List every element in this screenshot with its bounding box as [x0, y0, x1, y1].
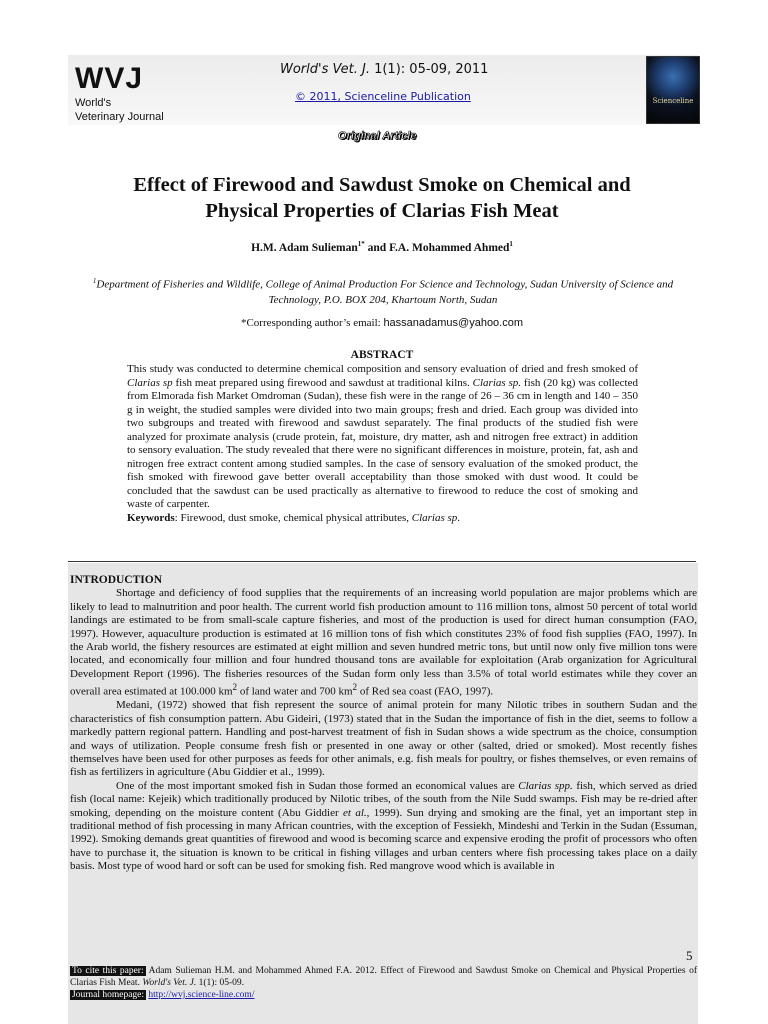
logo-line2: Veterinary Journal [75, 111, 164, 123]
abstract-species-2: Clarias sp. [472, 376, 522, 389]
intro-p1-b: of land water and 700 km [237, 685, 353, 698]
intro-paragraph-2: Medani, (1972) showed that fish represent the source of animal protein for many Nilotic tribes in southern Sudan and the characteristics of fish consumption pattern. Abu Gideiri, (1973) stated that in the Sudan the importance of fish in the diet, seems to follow a markedly pattern regional pattern. Handling and post-harvest treatment of fish in Sudan shows a wide spectrum as the choice, consumption and ways of utilization. People consume fresh fish or presented in one away or other (salted, dried or smoked). Most recently fishes themselves have been used for other purposes as feeds for other animals, e.g. fish meals for poultry, or fishes themselves, or even remains of fish as fertilizers in agriculture (Abu Giddier et al., 1999). [70, 699, 697, 779]
title-line-2: Physical Properties of Clarias Fish Meat [205, 200, 559, 222]
cite-tail: 1(1): 05-09. [196, 978, 245, 988]
journal-logo [75, 62, 164, 124]
author-conjunction: and [364, 241, 390, 254]
author-2: F.A. Mohammed Ahmed [389, 241, 510, 254]
abstract-text-3: fish (20 kg) was collected from Elmorada fish Market Omdroman (Sudan), these fish were in the range of 26 – 36 cm in length and 140 – 350 g in weight, the studied samples were divided into two main groups; fresh and dried. Each group was divided into two subgroups and treated with firewood and sawdust separately. The final products of the studied fish were analyzed for proximate analysis (crude protein, fat, moisture, dry matter, ash and nitrogen free extract) in addition to sensory evaluation. The study revealed that there were no significant differences in moisture, protein, fat, ash and nitrogen free extract content among studied samples. In the case of sensory evaluation of the smoked product, the fish smoked with firewood gave better overall acceptability than those smoked with dust wood. It could be concluded that the sawdust can be used practically as alternative to firewood to reduce the cost of smoking and waste of carpenter. [127, 376, 638, 510]
affiliation-text: Department of Fisheries and Wildlife, College of Animal Production For Science and Technology, Sudan University of Science and Technology, P.O. BOX 204, Khartoum North, Sudan [96, 278, 674, 306]
abstract-heading: ABSTRACT [350, 349, 414, 361]
logo-line1: World's [75, 97, 112, 109]
abstract-species-1: Clarias sp [127, 376, 173, 389]
intro-p3-etal: et al. [343, 806, 367, 819]
intro-heading: INTRODUCTION [70, 574, 163, 586]
cite-label: To cite this paper: [72, 966, 144, 976]
copyright-link[interactable]: © 2011, Scienceline Publication [295, 90, 471, 103]
intro-p3-c: , 1999). Sun drying and smoking are the final, yet an important step in traditional method of fish processing in many African countries, with the exception of Fessiekh, Mindeshi and Terkin in the Sudan (Essuman, 1992). Smoking demands great quantities of firewood and wood is becoming scarce and expensive eroding the profit of processors who often have to purchase it, the situation is known to be critical in fishing villages and urban centers where fish processing takes place on a daily basis. Most type of wood hard or soft can be used for smoking fish. Red mangrove wood which is available in [70, 806, 698, 873]
citation-header [280, 62, 488, 77]
citation-volume: 1(1): 05-09, 2011 [374, 62, 489, 77]
citation-journal: World's Vet. J. [280, 62, 370, 77]
page-number: 5 [686, 948, 693, 963]
affiliation-marker: 1 [92, 277, 97, 285]
intro-p1-c: of Red sea coast (FAO, 1997). [357, 685, 494, 698]
homepage-label: Journal homepage: [72, 990, 145, 1000]
section-divider [68, 561, 696, 562]
citation-footer [70, 965, 697, 1001]
abstract-body [127, 363, 638, 525]
keywords-end: . [457, 511, 461, 524]
intro-paragraph-1 [70, 587, 697, 699]
cite-journal: World's Vet. J. [142, 978, 197, 988]
cover-label: Scienceline [652, 97, 694, 105]
introduction-section [70, 574, 697, 874]
keywords-label: Keywords [127, 511, 175, 524]
intro-p3-b: fish, which served as dried fish (local name: Kejeik) which traditionally produced by Nilotic tribes, of the south from the Nile Sudd swamps. Fish may be re-dried after smoking, depending on the moisture content (Abu Giddier [70, 779, 697, 819]
intro-p3-a: One of the most important smoked fish in Sudan those formed an economical values are [116, 779, 519, 792]
journal-cover-image [646, 56, 700, 124]
author-1-affil: 1* [357, 240, 365, 248]
intro-p1-sup2: 2 [352, 682, 358, 693]
affiliation [80, 274, 686, 308]
author-1: H.M. Adam Sulieman [251, 241, 358, 254]
logo-abbrev: WVJ [75, 62, 144, 95]
intro-p3-species: Clarias spp. [518, 779, 573, 792]
title-line-1: Effect of Firewood and Sawdust Smoke on Chemical and [133, 174, 631, 196]
corresponding-email [82, 317, 682, 329]
intro-paragraph-3 [70, 780, 697, 874]
cite-text: Adam Sulieman H.M. and Mohammed Ahmed F.A. 2012. Effect of Firewood and Sawdust Smoke on Chemical and Physical Properties of Clarias Fish Meat. [70, 966, 697, 988]
email-label: *Corresponding author’s email: [240, 317, 384, 329]
intro-p1-sup1: 2 [232, 682, 238, 693]
author-list [82, 240, 682, 254]
abstract-text-1: This study was conducted to determine chemical composition and sensory evaluation of dried and fresh smoked of [127, 363, 638, 375]
abstract-text-2: fish meat prepared using firewood and sawdust at traditional kilns. [172, 376, 473, 389]
keywords-text: : Firewood, dust smoke, chemical physical attributes, [174, 511, 412, 524]
keywords-species: Clarias sp [411, 511, 458, 524]
paper-title [82, 172, 682, 224]
author-2-affil: 1 [509, 240, 513, 248]
intro-p1-a: Shortage and deficiency of food supplies that the requirements of an increasing world population are major problems which are likely to lead to malnutrition and poor health. The current world fish production amount to 116 million tons, almost 50 percent of total world landings are estimated to be from small-scale capture fisheries, and most of the production is used for direct human consumption (FAO, 1997). However, aquaculture production is estimated at 16 million tons of fish which constitutes 23% of food fish supplies (FAO, 1997). In the Arab world, the fishery resources are estimated at eight million and seven hundred metric tons, but until now only five million tons were located, and economically four million and four hundred thousand tons are available for exploitation (Arab organization for Agricultural Development Report (1996). The fisheries resources of the Sudan form only less than 3.5% of total world estimates while they cover an overall area estimated at 100.000 km [70, 587, 697, 698]
homepage-link[interactable]: http://wvj.science-line.com/ [148, 990, 255, 1000]
article-type-label: Original Article [338, 130, 417, 142]
email-address[interactable]: hassanadamus@yahoo.com [383, 317, 524, 329]
